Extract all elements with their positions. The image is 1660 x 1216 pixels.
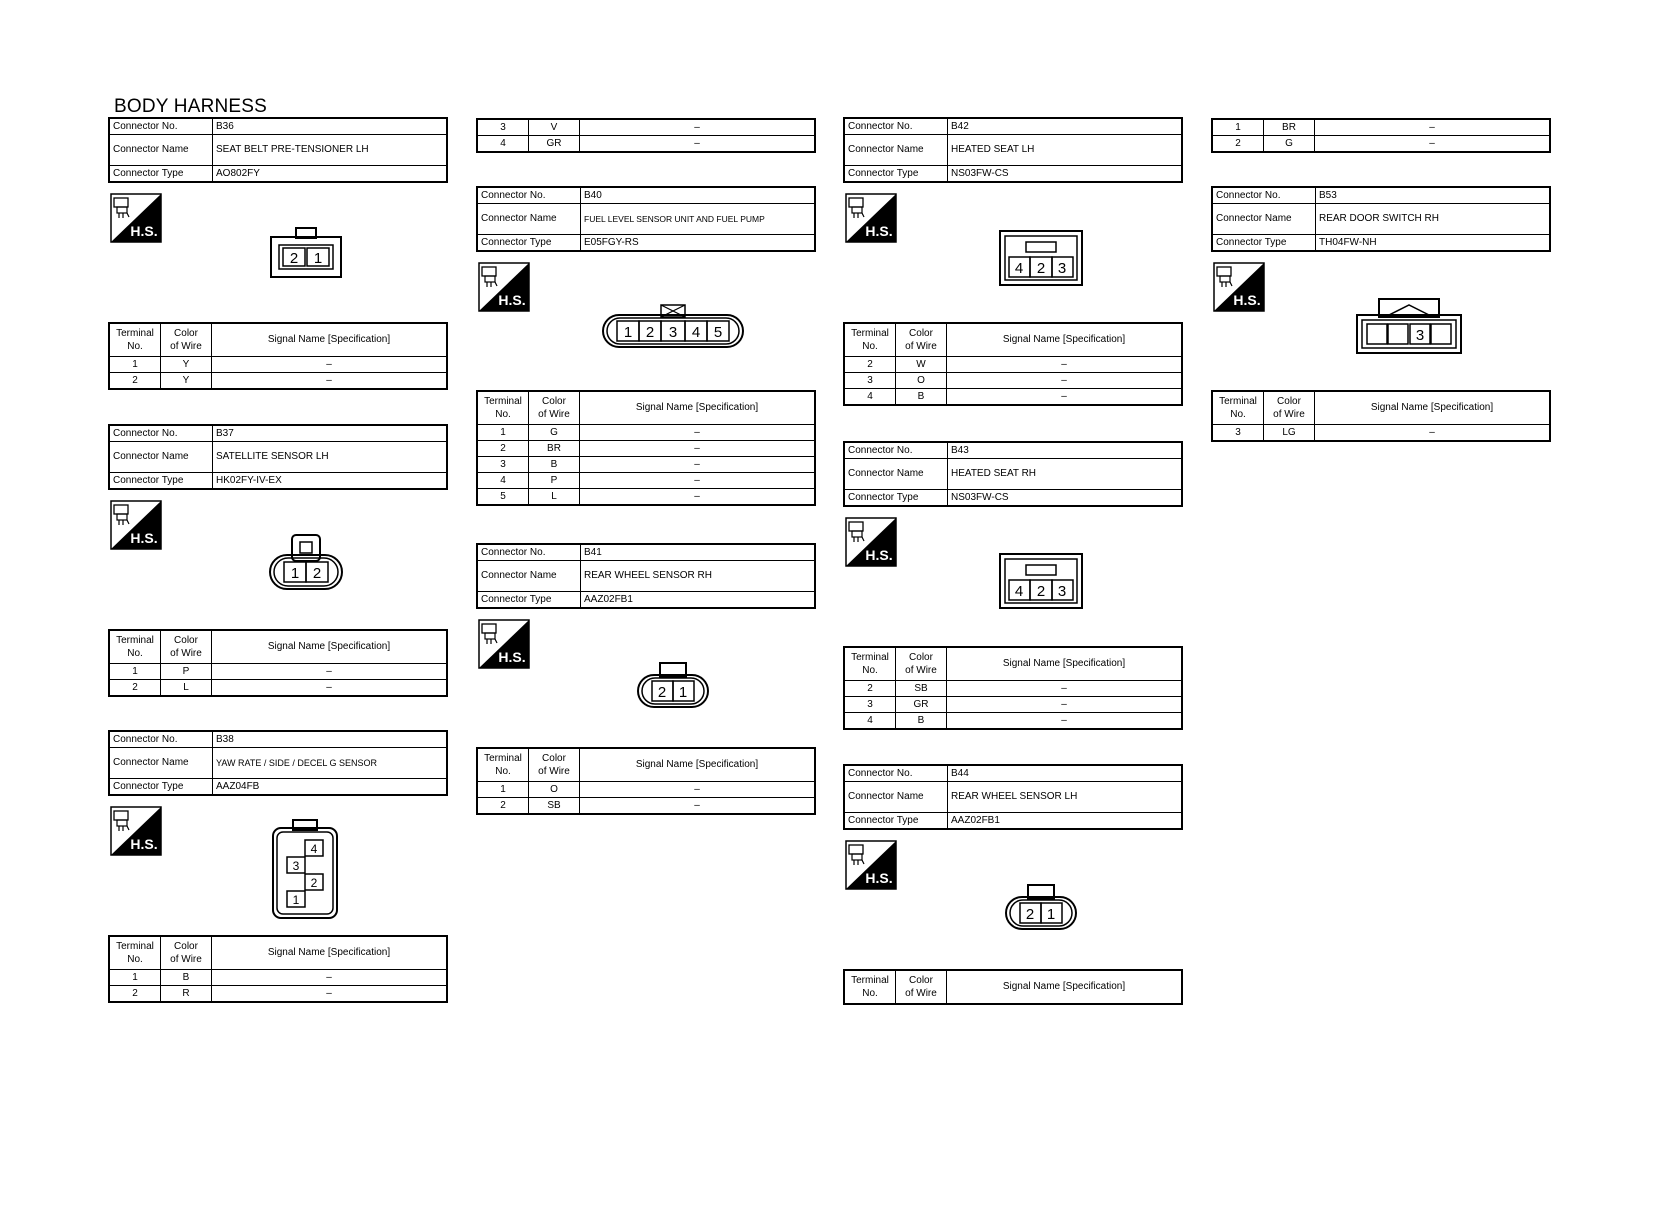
table-row: 2 W –: [844, 357, 1182, 373]
terminal-no-header: Terminal No.: [844, 323, 896, 357]
pin-label: 4: [1014, 260, 1024, 277]
pin-label: 3: [1057, 583, 1067, 600]
color-of-wire-header: Color of Wire: [896, 323, 947, 357]
connector-type: NS03FW-CS: [948, 490, 1183, 507]
color-of-wire-header: Color of Wire: [161, 323, 212, 357]
label-connector-no: Connector No.: [1212, 187, 1316, 204]
pin-label: 1: [290, 565, 300, 582]
color-of-wire-header: Color of Wire: [529, 391, 580, 425]
hs-icon: [1213, 262, 1265, 312]
pin-label: 3: [292, 859, 300, 873]
connector-type: AAZ04FB: [213, 779, 448, 796]
signal-name-header: Signal Name [Specification]: [580, 391, 816, 425]
pin-label: 1: [1046, 906, 1056, 923]
color-of-wire-header: Color of Wire: [161, 936, 212, 970]
terminal-no-header: Terminal No.: [1212, 391, 1264, 425]
color-of-wire-header: Color of Wire: [896, 647, 947, 681]
connector-type: HK02FY-IV-EX: [213, 473, 448, 490]
connector-name: REAR WHEEL SENSOR RH: [581, 561, 816, 592]
terminal-no-header: Terminal No.: [477, 748, 529, 782]
pin-label: 1: [678, 684, 688, 701]
pin-table-b36: [108, 322, 448, 390]
connector-diagram-b41: [636, 661, 710, 714]
signal-name-header: Signal Name [Specification]: [947, 970, 1183, 1004]
connector-no: B38: [213, 731, 448, 748]
hs-icon: [110, 500, 162, 550]
connector-info-b42: [843, 117, 1183, 183]
label-connector-name: Connector Name: [109, 442, 213, 473]
pin-label: 2: [310, 876, 318, 890]
connector-diagram-b43: [998, 552, 1084, 615]
label-connector-name: Connector Name: [477, 561, 581, 592]
label-connector-no: Connector No.: [109, 731, 213, 748]
label-connector-type: Connector Type: [109, 473, 213, 490]
connector-no: B53: [1316, 187, 1551, 204]
label-connector-no: Connector No.: [109, 118, 213, 135]
label-connector-type: Connector Type: [109, 779, 213, 796]
table-row: 5 L –: [477, 489, 815, 506]
label-connector-type: Connector Type: [844, 166, 948, 183]
terminal-no-header: Terminal No.: [844, 647, 896, 681]
table-row: 3 GR –: [844, 697, 1182, 713]
pin-label: 2: [1036, 260, 1046, 277]
label-connector-name: Connector Name: [109, 135, 213, 166]
connector-diagram-b38: [271, 818, 339, 925]
table-row: 1 Y –: [109, 357, 447, 373]
connector-info-b41: [476, 543, 816, 609]
table-row: 3 LG –: [1212, 425, 1550, 442]
signal-name-header: Signal Name [Specification]: [947, 323, 1183, 357]
connector-diagram-b53: [1355, 297, 1463, 360]
pin-table-b44-header: [843, 969, 1183, 1005]
label-connector-no: Connector No.: [844, 118, 948, 135]
svg-text:H.S.: H.S.: [498, 292, 526, 308]
table-row: 4 B –: [844, 389, 1182, 406]
connector-info-b38: [108, 730, 448, 796]
connector-type: NS03FW-CS: [948, 166, 1183, 183]
hs-icon: [110, 806, 162, 856]
terminal-no-header: Terminal No.: [477, 391, 529, 425]
label-connector-type: Connector Type: [477, 235, 581, 252]
connector-type: AAZ02FB1: [948, 813, 1183, 830]
pin-label: 2: [312, 565, 322, 582]
svg-text:H.S.: H.S.: [865, 223, 893, 239]
pin-table-b37: [108, 629, 448, 697]
connector-no: B37: [213, 425, 448, 442]
connector-name: SEAT BELT PRE-TENSIONER LH: [213, 135, 448, 166]
hs-icon: [478, 262, 530, 312]
table-row: 1 O –: [477, 782, 815, 798]
label-connector-name: Connector Name: [1212, 204, 1316, 235]
pin-label: 2: [1025, 906, 1035, 923]
connector-name: FUEL LEVEL SENSOR UNIT AND FUEL PUMP: [581, 204, 816, 235]
pin-label: 3: [1057, 260, 1067, 277]
table-row: 2 SB –: [477, 798, 815, 815]
signal-name-header: Signal Name [Specification]: [212, 323, 448, 357]
connector-info-b44: [843, 764, 1183, 830]
pin-table-b53: [1211, 390, 1551, 442]
pin-table-b43: [843, 646, 1183, 730]
pin-table-b38-continued: [476, 118, 816, 153]
pin-label: 2: [1036, 583, 1046, 600]
svg-text:H.S.: H.S.: [130, 530, 158, 546]
signal-name-header: Signal Name [Specification]: [580, 748, 816, 782]
table-row: 3 V –: [477, 119, 815, 136]
connector-name: HEATED SEAT LH: [948, 135, 1183, 166]
pin-table-b44-continued: [1211, 118, 1551, 153]
color-of-wire-header: Color of Wire: [896, 970, 947, 1004]
table-row: 1 BR –: [1212, 119, 1550, 136]
page-title: BODY HARNESS: [114, 96, 268, 117]
table-row: 2 R –: [109, 986, 447, 1003]
connector-diagram-b44: [1004, 883, 1078, 936]
connector-diagram-b36: [270, 225, 342, 284]
connector-type: TH04FW-NH: [1316, 235, 1551, 252]
table-row: 4 P –: [477, 473, 815, 489]
connector-name: REAR DOOR SWITCH RH: [1316, 204, 1551, 235]
label-connector-name: Connector Name: [109, 748, 213, 779]
signal-name-header: Signal Name [Specification]: [212, 936, 448, 970]
connector-diagram-b40: [601, 303, 745, 354]
label-connector-type: Connector Type: [109, 166, 213, 183]
hs-icon: [110, 193, 162, 243]
signal-name-header: Signal Name [Specification]: [212, 630, 448, 664]
label-connector-type: Connector Type: [477, 592, 581, 609]
pin-label: 2: [645, 324, 655, 341]
label-connector-no: Connector No.: [477, 187, 581, 204]
terminal-no-header: Terminal No.: [109, 936, 161, 970]
connector-info-b53: [1211, 186, 1551, 252]
pin-label: 3: [1415, 327, 1425, 344]
connector-name: YAW RATE / SIDE / DECEL G SENSOR: [213, 748, 448, 779]
signal-name-header: Signal Name [Specification]: [947, 647, 1183, 681]
svg-text:H.S.: H.S.: [865, 870, 893, 886]
table-row: 2 BR –: [477, 441, 815, 457]
table-row: 4 GR –: [477, 136, 815, 153]
connector-no: B40: [581, 187, 816, 204]
label-connector-no: Connector No.: [844, 442, 948, 459]
table-row: 2 G –: [1212, 136, 1550, 153]
svg-text:H.S.: H.S.: [130, 836, 158, 852]
terminal-no-header: Terminal No.: [109, 323, 161, 357]
connector-no: B43: [948, 442, 1183, 459]
table-row: 4 B –: [844, 713, 1182, 730]
table-row: 2 SB –: [844, 681, 1182, 697]
svg-text:H.S.: H.S.: [865, 547, 893, 563]
table-row: 2 L –: [109, 680, 447, 697]
label-connector-name: Connector Name: [844, 782, 948, 813]
connector-no: B42: [948, 118, 1183, 135]
color-of-wire-header: Color of Wire: [161, 630, 212, 664]
hs-icon: [845, 517, 897, 567]
connector-diagram-b37: [268, 533, 344, 596]
connector-info-b40: [476, 186, 816, 252]
table-row: 1 B –: [109, 970, 447, 986]
terminal-no-header: Terminal No.: [109, 630, 161, 664]
connector-type: AO802FY: [213, 166, 448, 183]
table-row: 1 P –: [109, 664, 447, 680]
pin-label: 4: [1014, 583, 1024, 600]
pin-label: 1: [292, 893, 300, 907]
pin-table-b38: [108, 935, 448, 1003]
pin-table-b42: [843, 322, 1183, 406]
svg-text:H.S.: H.S.: [130, 223, 158, 239]
hs-icon: [845, 840, 897, 890]
table-row: 3 B –: [477, 457, 815, 473]
terminal-no-header: Terminal No.: [844, 970, 896, 1004]
pin-label: 3: [668, 324, 678, 341]
pin-label: 4: [691, 324, 701, 341]
pin-label: 5: [713, 324, 723, 341]
label-connector-type: Connector Type: [844, 490, 948, 507]
label-connector-type: Connector Type: [844, 813, 948, 830]
connector-name: REAR WHEEL SENSOR LH: [948, 782, 1183, 813]
pin-label: 2: [657, 684, 667, 701]
connector-diagram-b42: [998, 229, 1084, 292]
pin-label: 4: [310, 842, 318, 856]
pin-table-b40: [476, 390, 816, 506]
table-row: 1 G –: [477, 425, 815, 441]
table-row: 3 O –: [844, 373, 1182, 389]
color-of-wire-header: Color of Wire: [529, 748, 580, 782]
connector-no: B36: [213, 118, 448, 135]
connector-type: AAZ02FB1: [581, 592, 816, 609]
connector-name: SATELLITE SENSOR LH: [213, 442, 448, 473]
signal-name-header: Signal Name [Specification]: [1315, 391, 1551, 425]
label-connector-name: Connector Name: [844, 459, 948, 490]
label-connector-no: Connector No.: [844, 765, 948, 782]
connector-type: E05FGY-RS: [581, 235, 816, 252]
svg-text:H.S.: H.S.: [1233, 292, 1261, 308]
hs-icon: [478, 619, 530, 669]
pin-label: 2: [289, 250, 299, 267]
label-connector-no: Connector No.: [477, 544, 581, 561]
connector-info-b43: [843, 441, 1183, 507]
pin-label: 1: [623, 324, 633, 341]
pin-label: 1: [313, 250, 323, 267]
hs-icon: [845, 193, 897, 243]
label-connector-name: Connector Name: [477, 204, 581, 235]
label-connector-name: Connector Name: [844, 135, 948, 166]
table-row: 2 Y –: [109, 373, 447, 390]
color-of-wire-header: Color of Wire: [1264, 391, 1315, 425]
connector-info-b37: [108, 424, 448, 490]
connector-no: B44: [948, 765, 1183, 782]
connector-no: B41: [581, 544, 816, 561]
pin-table-b41: [476, 747, 816, 815]
label-connector-no: Connector No.: [109, 425, 213, 442]
label-connector-type: Connector Type: [1212, 235, 1316, 252]
svg-text:H.S.: H.S.: [498, 649, 526, 665]
connector-name: HEATED SEAT RH: [948, 459, 1183, 490]
connector-info-b36: [108, 117, 448, 183]
